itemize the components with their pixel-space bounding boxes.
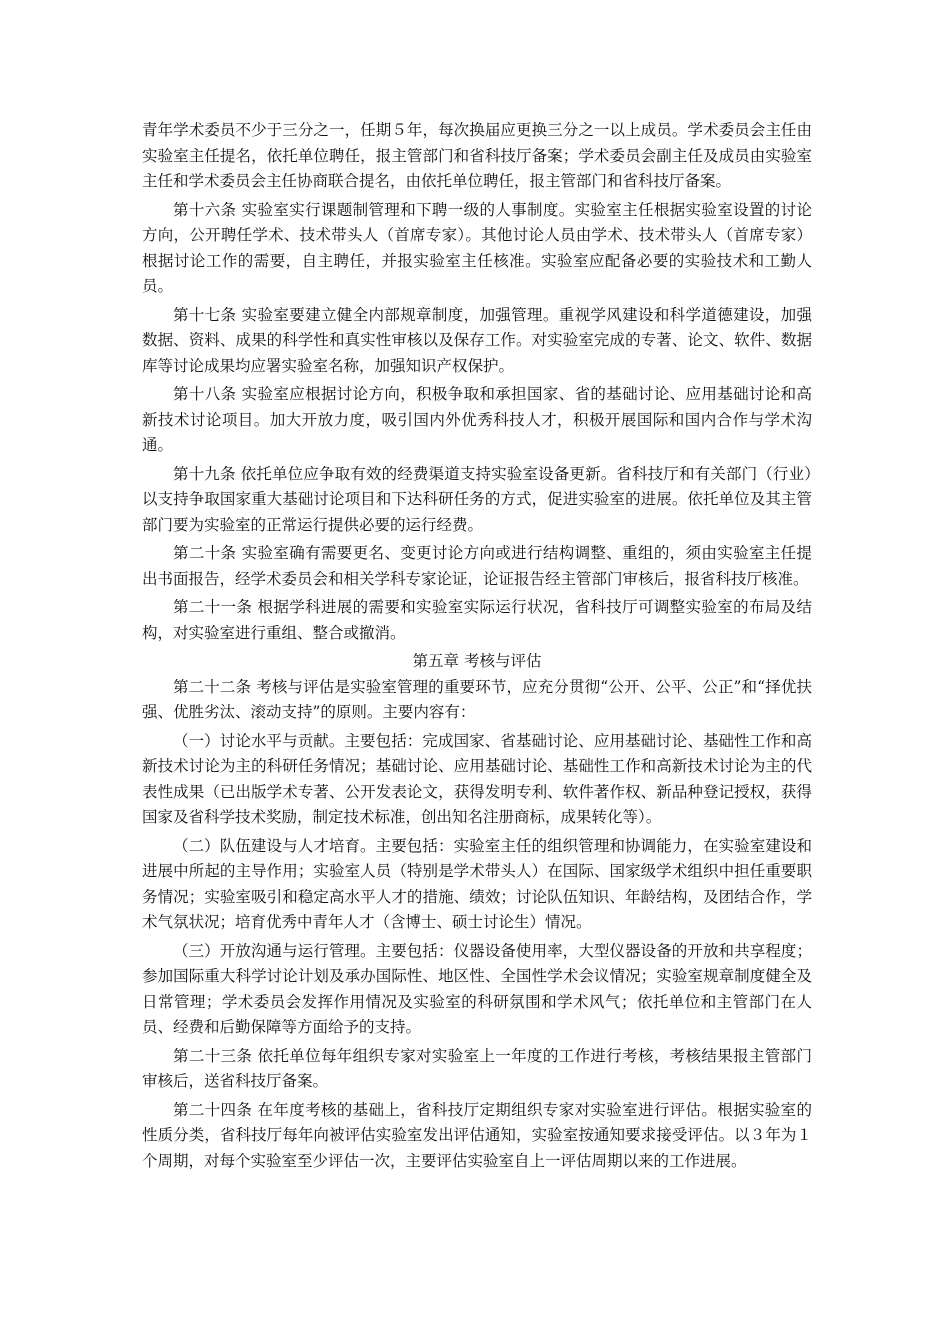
article-22-item-1: （一）讨论水平与贡献。主要包括：完成国家、省基础讨论、应用基础讨论、基础性工作和高新技术讨论为主的科研任务情况；基础讨论、应用基础讨论、基础性工作和高新技术讨论为主的代表性成果（已出版学术专著、公开发表论文，获得发明专利、软件著作权、新品种登记授权，获得国家及省科学技术奖励，制定技术标准，创出知名注册商标，成果转化等）。 (142, 731, 812, 826)
article-22-item-2: （二）队伍建设与人才培育。主要包括：实验室主任的组织管理和协调能力，在实验室建设和进展中所起的主导作用；实验室人员（特别是学术带头人）在国际、国家级学术组织中担任重要职务情况；实验室吸引和稳定高水平人才的措施、绩效；讨论队伍知识、年龄结构，及团结合作，学术气氛状况；培育优秀中青年人才（含博士、硕士讨论生）情况。 (142, 836, 812, 931)
paragraph-continuation: 青年学术委员不少于三分之一，任期５年，每次换届应更换三分之一以上成员。学术委员会主任由实验室主任提名，依托单位聘任，报主管部门和省科技厅备案；学术委员会副主任及成员由实验室主任和学术委员会主任协商联合提名，由依托单位聘任，报主管部门和省科技厅备案。 (142, 121, 812, 190)
chapter-heading: 第五章 考核与评估 (412, 652, 542, 670)
article-22-item-3: （三）开放沟通与运行管理。主要包括：仪器设备使用率，大型仪器设备的开放和共享程度；参加国际重大科学讨论计划及承办国际性、地区性、全国性学术会议情况；实验室规章制度健全及日常管理；学术委员会发挥作用情况及实验室的科研氛围和学术风气；依托单位和主管部门在人员、经费和后勤保障等方面给予的支持。 (142, 941, 812, 1036)
article-21: 第二十一条 根据学科进展的需要和实验室实际运行状况，省科技厅可调整实验室的布局及结构，对实验室进行重组、整合或撤消。 (142, 598, 812, 642)
article-17: 第十七条 实验室要建立健全内部规章制度，加强管理。重视学风建设和科学道德建设，加强数据、资料、成果的科学性和真实性审核以及保存工作。对实验室完成的专著、论文、软件、数据库等讨论成果均应署实验室名称，加强知识产权保护。 (142, 305, 812, 375)
article-18: 第十八条 实验室应根据讨论方向，积极争取和承担国家、省的基础讨论、应用基础讨论和高新技术讨论项目。加大开放力度，吸引国内外优秀科技人才，积极开展国际和国内合作与学术沟通。 (142, 385, 812, 454)
article-20: 第二十条 实验室确有需要更名、变更讨论方向或进行结构调整、重组的，须由实验室主任提出书面报告，经学术委员会和相关学科专家论证，论证报告经主管部门审核后，报省科技厅核准。 (142, 544, 812, 588)
article-23: 第二十三条 依托单位每年组织专家对实验室上一年度的工作进行考核，考核结果报主管部门审核后，送省科技厅备案。 (142, 1046, 812, 1090)
article-19: 第十九条 依托单位应争取有效的经费渠道支持实验室设备更新。省科技厅和有关部门（行业）以支持争取国家重大基础讨论项目和下达科研任务的方式，促进实验室的进展。依托单位及其主管部门要为实验室的正常运行提供必要的运行经费。 (142, 464, 812, 534)
article-16: 第十六条 实验室实行课题制管理和下聘一级的人事制度。实验室主任根据实验室设置的讨论方向，公开聘任学术、技术带头人（首席专家）。其他讨论人员由学术、技术带头人（首席专家）根据讨论工作的需要，自主聘任，并报实验室主任核准。实验室应配备必要的实验技术和工勤人员。 (142, 200, 812, 295)
article-22: 第二十二条 考核与评估是实验室管理的重要环节，应充分贯彻“公开、公平、公正”和“择优扶强、优胜劣汰、滚动支持”的原则。主要内容有： (142, 677, 812, 721)
article-24: 第二十四条 在年度考核的基础上，省科技厅定期组织专家对实验室进行评估。根据实验室的性质分类，省科技厅每年向被评估实验室发出评估通知，实验室按通知要求接受评估。以３年为１个周期，对每个实验室至少评估一次，主要评估实验室自上一评估周期以来的工作进展。 (142, 1100, 812, 1170)
document-page (142, 118, 812, 1177)
